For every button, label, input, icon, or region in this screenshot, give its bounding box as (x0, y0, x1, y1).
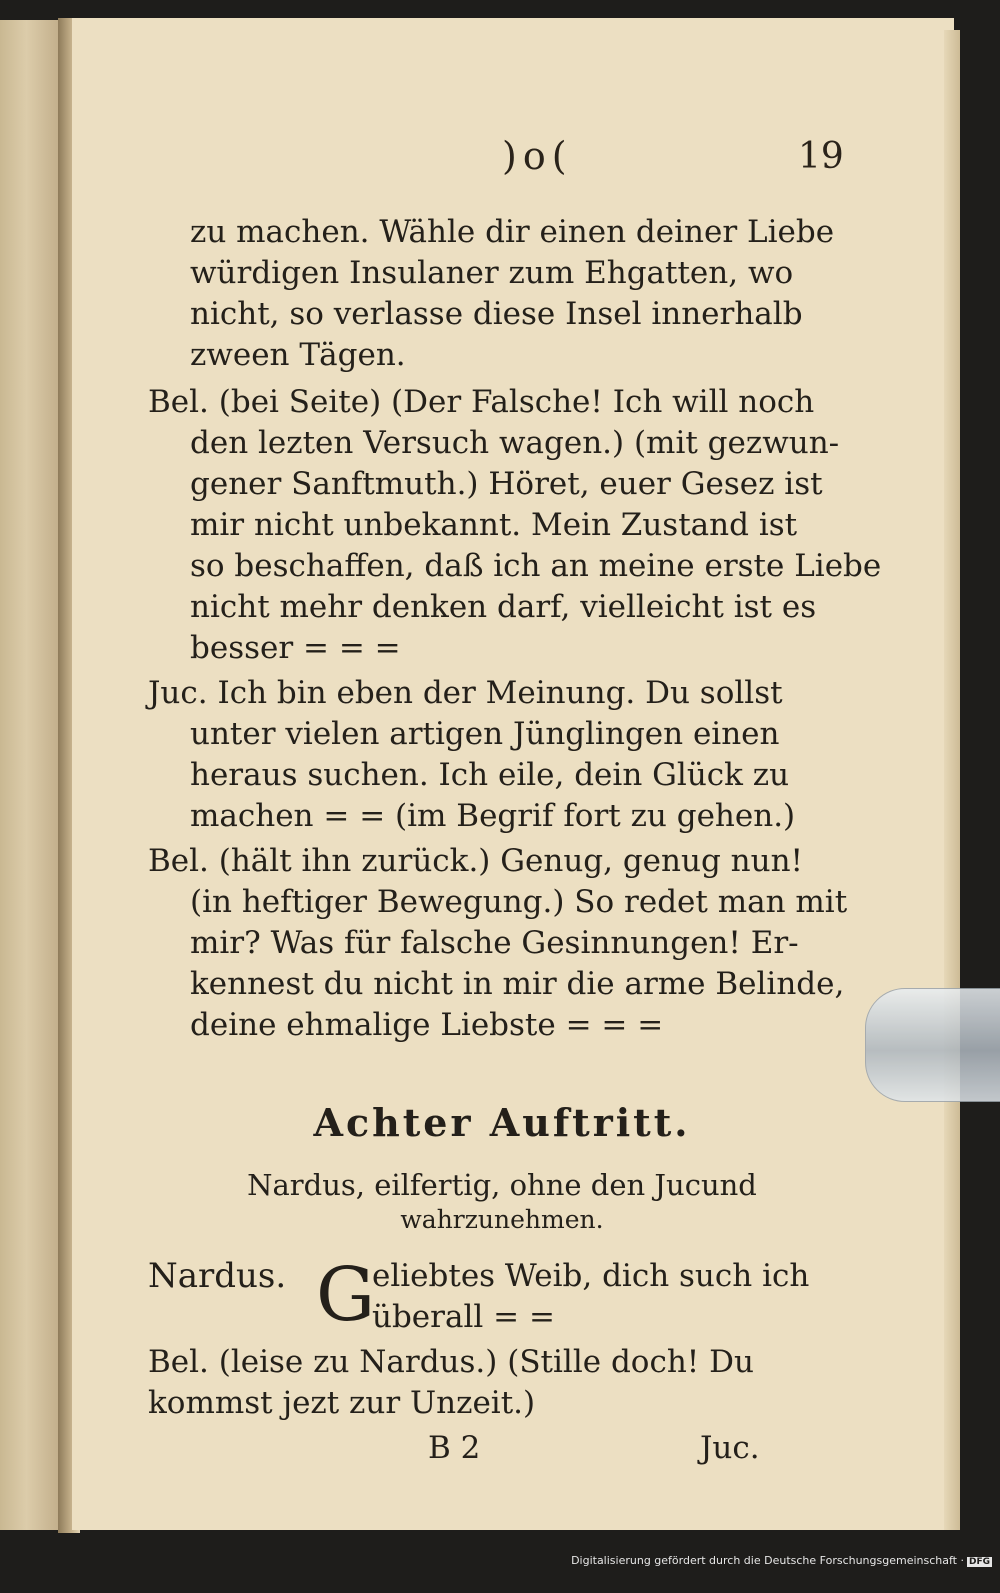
text-line: eliebtes Weib, dich such ich (372, 1258, 810, 1294)
text-line: zu machen. Wähle dir einen deiner Liebe (190, 214, 835, 250)
catchword: Juc. (700, 1430, 760, 1466)
left-page-edge (0, 20, 67, 1530)
text-line: mir? Was für falsche Gesinnungen! Er- (190, 925, 799, 961)
text-line: überall = = (372, 1299, 555, 1335)
digitization-credit (571, 1554, 992, 1567)
text-line: gener Sanftmuth.) Höret, euer Gesez ist (190, 466, 823, 502)
text-line: so beschaffen, daß ich an meine erste Liebe (190, 548, 882, 584)
text-line: (in heftiger Bewegung.) So redet man mit (190, 884, 848, 920)
scene-title: Achter Auftritt. (313, 1100, 691, 1145)
text-line: zween Tägen. (190, 337, 406, 373)
credit-text: Digitalisierung gefördert durch die Deutsche Forschungsgemeinschaft · (571, 1554, 964, 1567)
stage-direction: wahrzunehmen. (400, 1205, 604, 1234)
text-line: Juc. Ich bin eben der Meinung. Du sollst (148, 675, 783, 711)
text-line: nicht, so verlasse diese Insel innerhalb (190, 296, 803, 332)
text-line: deine ehmalige Liebste = = = (190, 1007, 664, 1043)
text-line: mir nicht unbekannt. Mein Zustand ist (190, 507, 798, 543)
text-line: besser = = = (190, 630, 401, 666)
text-line: nicht mehr denken darf, vielleicht ist es (190, 589, 817, 625)
page-header (72, 134, 932, 180)
dfg-logo: DFG (968, 1557, 990, 1567)
text-line: Bel. (bei Seite) (Der Falsche! Ich will noch (148, 384, 815, 420)
page-stack-edge (944, 30, 960, 1530)
text-line: Bel. (hält ihn zurück.) Genug, genug nun! (148, 843, 804, 879)
page-clip (865, 988, 1000, 1102)
drop-capital: G (316, 1252, 376, 1338)
text-line: heraus suchen. Ich eile, dein Glück zu (190, 757, 790, 793)
speaker-name: Nardus. (148, 1256, 287, 1296)
text-line: Bel. (leise zu Nardus.) (Stille doch! Du (148, 1344, 754, 1380)
text-line: kommst jezt zur Unzeit.) (148, 1385, 536, 1421)
signature-mark: B 2 (428, 1430, 481, 1466)
page-number: 19 (798, 136, 844, 177)
text-line: unter vielen artigen Jünglingen einen (190, 716, 780, 752)
text-line: kennest du nicht in mir die arme Belinde, (190, 966, 845, 1002)
text-line: machen = = (im Begrif fort zu gehen.) (190, 798, 796, 834)
stage-direction: Nardus, eilfertig, ohne den Jucund (247, 1168, 757, 1202)
running-head: )o( (502, 134, 573, 178)
text-line: würdigen Insulaner zum Ehgatten, wo (190, 255, 794, 291)
text-line: den lezten Versuch wagen.) (mit gezwun- (190, 425, 840, 461)
